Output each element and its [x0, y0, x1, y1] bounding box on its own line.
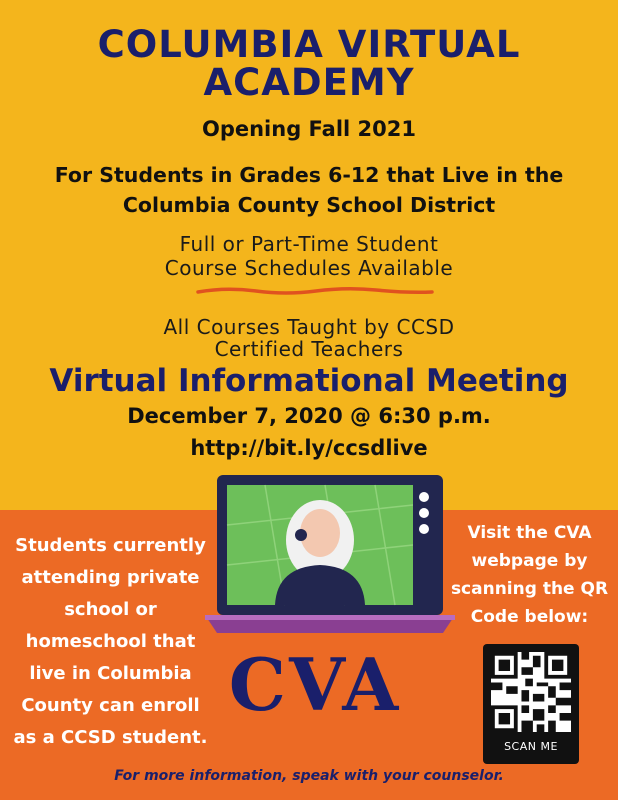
- footer-note: For more information, speak with your counselor.: [114, 768, 504, 784]
- schedule-line-1: Full or Part-Time Student: [179, 232, 439, 256]
- qr-instructions: Visit the CVA webpage by scanning the QR Code below:: [450, 523, 609, 627]
- page-title: [0, 23, 618, 104]
- title-line-1: COLUMBIA VIRTUAL: [97, 23, 521, 66]
- courses-line-2: Certified Teachers: [214, 337, 404, 361]
- laptop-illustration: [205, 475, 455, 645]
- scan-me-label: SCAN ME: [504, 740, 558, 753]
- meeting-heading: Virtual Informational Meeting: [49, 363, 569, 399]
- courses-text: [0, 316, 618, 360]
- schedule-text: [0, 232, 618, 280]
- camera-icon: [419, 524, 429, 534]
- qr-code[interactable]: [483, 644, 579, 764]
- enrollment-info: Students currently attending private school or homeschool that live in Columbia County can enroll as a CCSD student.: [13, 535, 208, 748]
- schedule-line-2: Course Schedules Available: [164, 256, 454, 280]
- qr-pattern-icon: [491, 652, 571, 732]
- meeting-date: December 7, 2020 @ 6:30 p.m.: [127, 404, 491, 428]
- meeting-link[interactable]: http://bit.ly/ccsdlive: [190, 436, 428, 460]
- courses-line-1: All Courses Taught by CCSD: [163, 315, 455, 339]
- cva-logo-text: CVA: [228, 642, 402, 727]
- grades-text: [0, 160, 618, 220]
- squiggle-divider: [196, 284, 436, 298]
- grades-line-1: For Students in Grades 6-12 that Live in the: [54, 163, 564, 187]
- grades-line-2: Columbia County School District: [122, 193, 496, 217]
- mic-icon: [419, 508, 429, 518]
- title-line-2: ACADEMY: [203, 61, 415, 104]
- opening-date: Opening Fall 2021: [201, 117, 416, 141]
- phone-icon: [419, 492, 429, 502]
